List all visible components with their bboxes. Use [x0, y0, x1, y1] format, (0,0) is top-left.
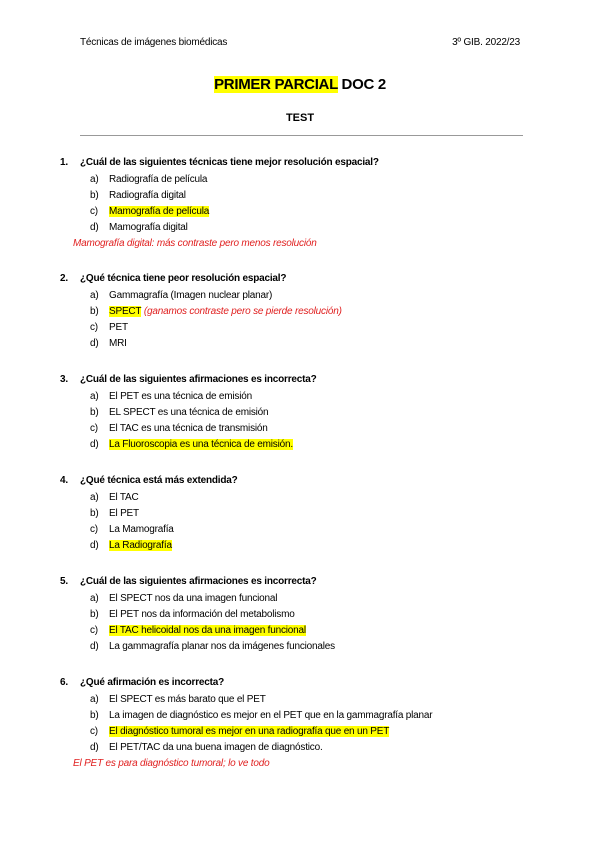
page-title	[0, 76, 600, 93]
option-text-highlighted: El TAC helicoidal nos da una imagen funcional	[109, 625, 306, 636]
option-letter: d)	[90, 338, 99, 349]
option-note: (ganamos contraste pero se pierde resolución)	[141, 306, 342, 317]
option-a	[0, 692, 600, 708]
option-text: La Mamografía	[109, 524, 174, 535]
option-letter: a)	[90, 694, 99, 705]
option-c	[0, 421, 600, 437]
option-c	[0, 522, 600, 538]
option-c-answer	[0, 204, 600, 220]
option-text: Mamografía digital	[109, 222, 188, 233]
option-letter: a)	[90, 593, 99, 604]
question-number: 3.	[60, 374, 68, 385]
question-text: ¿Cuál de las siguientes afirmaciones es incorrecta?	[80, 374, 317, 385]
option-letter: b)	[90, 609, 99, 620]
option-text: Radiografía de película	[109, 174, 208, 185]
question-2	[0, 271, 600, 352]
option-a	[0, 288, 600, 304]
option-a	[0, 172, 600, 188]
option-c-answer	[0, 724, 600, 740]
question-6	[0, 675, 600, 771]
question-number: 6.	[60, 677, 68, 688]
question-text: ¿Cuál de las siguientes afirmaciones es incorrecta?	[80, 576, 317, 587]
option-b	[0, 506, 600, 522]
option-letter: d)	[90, 742, 99, 753]
option-letter: d)	[90, 222, 99, 233]
option-letter: b)	[90, 190, 99, 201]
title-divider	[80, 135, 523, 136]
option-text-highlighted: La Fluoroscopia es una técnica de emisión.	[109, 439, 293, 450]
option-c-answer	[0, 623, 600, 639]
option-text: Radiografía digital	[109, 190, 186, 201]
question-text: ¿Cuál de las siguientes técnicas tiene mejor resolución espacial?	[80, 157, 379, 168]
option-b	[0, 708, 600, 724]
option-letter: c)	[90, 524, 98, 535]
option-letter: c)	[90, 322, 98, 333]
option-d	[0, 220, 600, 236]
option-text-highlighted: El diagnóstico tumoral es mejor en una radiografía que en un PET	[109, 726, 390, 737]
question-5	[0, 574, 600, 655]
option-letter: d)	[90, 540, 99, 551]
question-3	[0, 372, 600, 453]
header-course-title: Técnicas de imágenes biomédicas	[80, 37, 228, 48]
option-text-highlighted: La Radiografía	[109, 540, 172, 551]
option-b	[0, 607, 600, 623]
option-text: El TAC es una técnica de transmisión	[109, 423, 268, 434]
option-b-answer	[0, 304, 600, 320]
option-text: PET	[109, 322, 128, 333]
option-letter: a)	[90, 174, 99, 185]
option-letter: c)	[90, 726, 98, 737]
question-text: ¿Qué afirmación es incorrecta?	[80, 677, 225, 688]
question-number: 1.	[60, 157, 68, 168]
option-d-answer	[0, 538, 600, 554]
option-text: La gammagrafía planar nos da imágenes funcionales	[109, 641, 335, 652]
option-letter: b)	[90, 710, 99, 721]
question-4	[0, 473, 600, 554]
option-text: El PET es una técnica de emisión	[109, 391, 252, 402]
option-text: El TAC	[109, 492, 139, 503]
page-subtitle: TEST	[285, 112, 315, 124]
question-number: 4.	[60, 475, 68, 486]
option-c	[0, 320, 600, 336]
option-text-highlighted: SPECT	[109, 306, 142, 317]
option-b	[0, 405, 600, 421]
option-letter: a)	[90, 290, 99, 301]
option-d	[0, 639, 600, 655]
option-letter: b)	[90, 508, 99, 519]
option-letter: a)	[90, 391, 99, 402]
option-text: El SPECT nos da una imagen funcional	[109, 593, 278, 604]
question-text: ¿Qué técnica está más extendida?	[80, 475, 238, 486]
option-letter: a)	[90, 492, 99, 503]
option-a	[0, 490, 600, 506]
answer-comment	[0, 236, 600, 251]
option-d	[0, 740, 600, 756]
question-list	[0, 155, 600, 791]
option-text: La imagen de diagnóstico es mejor en el PET que en la gammagrafía planar	[109, 710, 433, 721]
comment-text: Mamografía digital: más contraste pero menos resolución	[73, 238, 317, 249]
question-number: 5.	[60, 576, 68, 587]
option-d	[0, 336, 600, 352]
option-a	[0, 591, 600, 607]
title-highlighted: PRIMER PARCIAL	[214, 76, 338, 93]
option-letter: c)	[90, 423, 98, 434]
option-text: El PET	[109, 508, 139, 519]
option-letter: b)	[90, 407, 99, 418]
question-1	[0, 155, 600, 251]
option-letter: b)	[90, 306, 99, 317]
option-a	[0, 389, 600, 405]
question-number: 2.	[60, 273, 68, 284]
header-course-year: 3º GIB. 2022/23	[452, 37, 520, 48]
option-text: Gammagrafía (Imagen nuclear planar)	[109, 290, 273, 301]
option-letter: c)	[90, 206, 98, 217]
option-b	[0, 188, 600, 204]
option-letter: d)	[90, 439, 99, 450]
option-text-highlighted: Mamografía de película	[109, 206, 210, 217]
comment-text: El PET es para diagnóstico tumoral; lo ve todo	[73, 758, 270, 769]
option-text: El PET nos da información del metabolismo	[109, 609, 295, 620]
option-text: El SPECT es más barato que el PET	[109, 694, 266, 705]
answer-comment	[0, 756, 600, 771]
option-text: MRI	[109, 338, 127, 349]
option-letter: c)	[90, 625, 98, 636]
option-d-answer	[0, 437, 600, 453]
option-text: EL SPECT es una técnica de emisión	[109, 407, 269, 418]
option-text: El PET/TAC da una buena imagen de diagnóstico.	[109, 742, 323, 753]
title-rest: DOC 2	[337, 76, 386, 93]
option-letter: d)	[90, 641, 99, 652]
question-text: ¿Qué técnica tiene peor resolución espacial?	[80, 273, 287, 284]
